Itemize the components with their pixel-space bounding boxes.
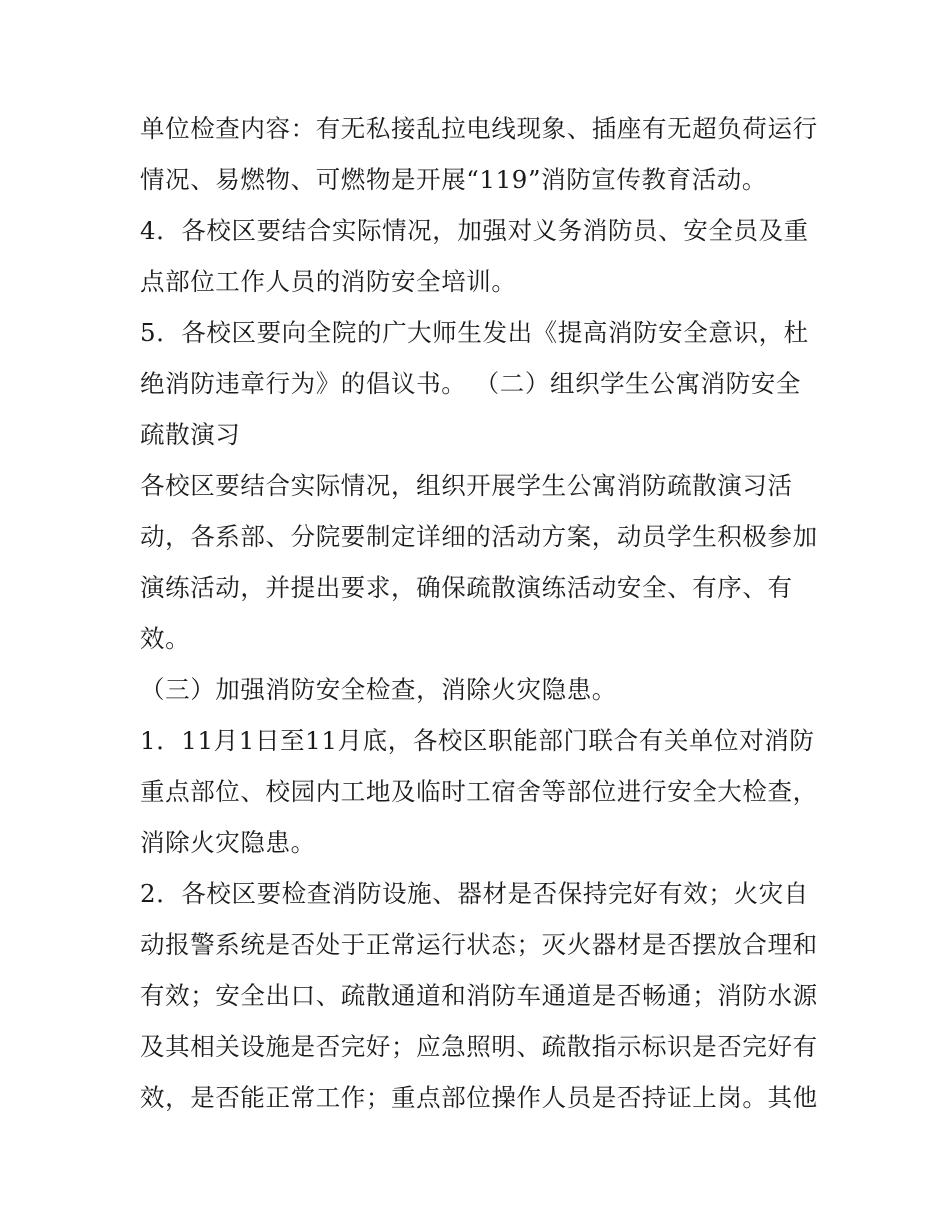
text-line: 点部位工作人员的消防安全培训。	[140, 267, 517, 296]
text-line: 各校区要结合实际情况，组织开展学生公寓消防疏散演习活	[140, 471, 793, 500]
text-line: 1．11月1日至11月底，各校区职能部门联合有关单位对消防	[140, 726, 815, 755]
text-line: 效。	[140, 624, 191, 653]
text-line: 5．各校区要向全院的广大师生发出《提高消防安全意识，杜	[140, 318, 809, 347]
text-line: 绝消防违章行为》的倡议书。 （二）组织学生公寓消防安全	[140, 369, 801, 398]
text-line: 及其相关设施是否完好；应急照明、疏散指示标识是否完好有	[140, 1032, 818, 1061]
text-line: 单位检查内容：有无私接乱拉电线现象、插座有无超负荷运行	[140, 114, 818, 143]
text-line: 演练活动，并提出要求，确保疏散演练活动安全、有序、有	[140, 573, 793, 602]
text-line: 有效；安全出口、疏散通道和消防车通道是否畅通；消防水源	[140, 981, 818, 1010]
text-line: 效，是否能正常工作；重点部位操作人员是否持证上岗。其他	[140, 1083, 818, 1112]
text-line: 2．各校区要检查消防设施、器材是否保持完好有效；火灾自	[140, 879, 809, 908]
text-line: 疏散演习	[140, 420, 241, 449]
text-line: 动，各系部、分院要制定详细的活动方案，动员学生积极参加	[140, 522, 818, 551]
text-line: 情况、易燃物、可燃物是开展“119”消防宣传教育活动。	[140, 165, 768, 194]
text-line: 重点部位、校园内工地及临时工宿舍等部位进行安全大检查，	[140, 777, 818, 806]
text-line: （三）加强消防安全检查，消除火灾隐患。	[140, 675, 617, 704]
text-line: 消除火灾隐患。	[140, 828, 316, 857]
text-line: 4．各校区要结合实际情况，加强对义务消防员、安全员及重	[140, 216, 809, 245]
text-line: 动报警系统是否处于正常运行状态；灭火器材是否摆放合理和	[140, 930, 818, 959]
document-body	[140, 103, 820, 1123]
